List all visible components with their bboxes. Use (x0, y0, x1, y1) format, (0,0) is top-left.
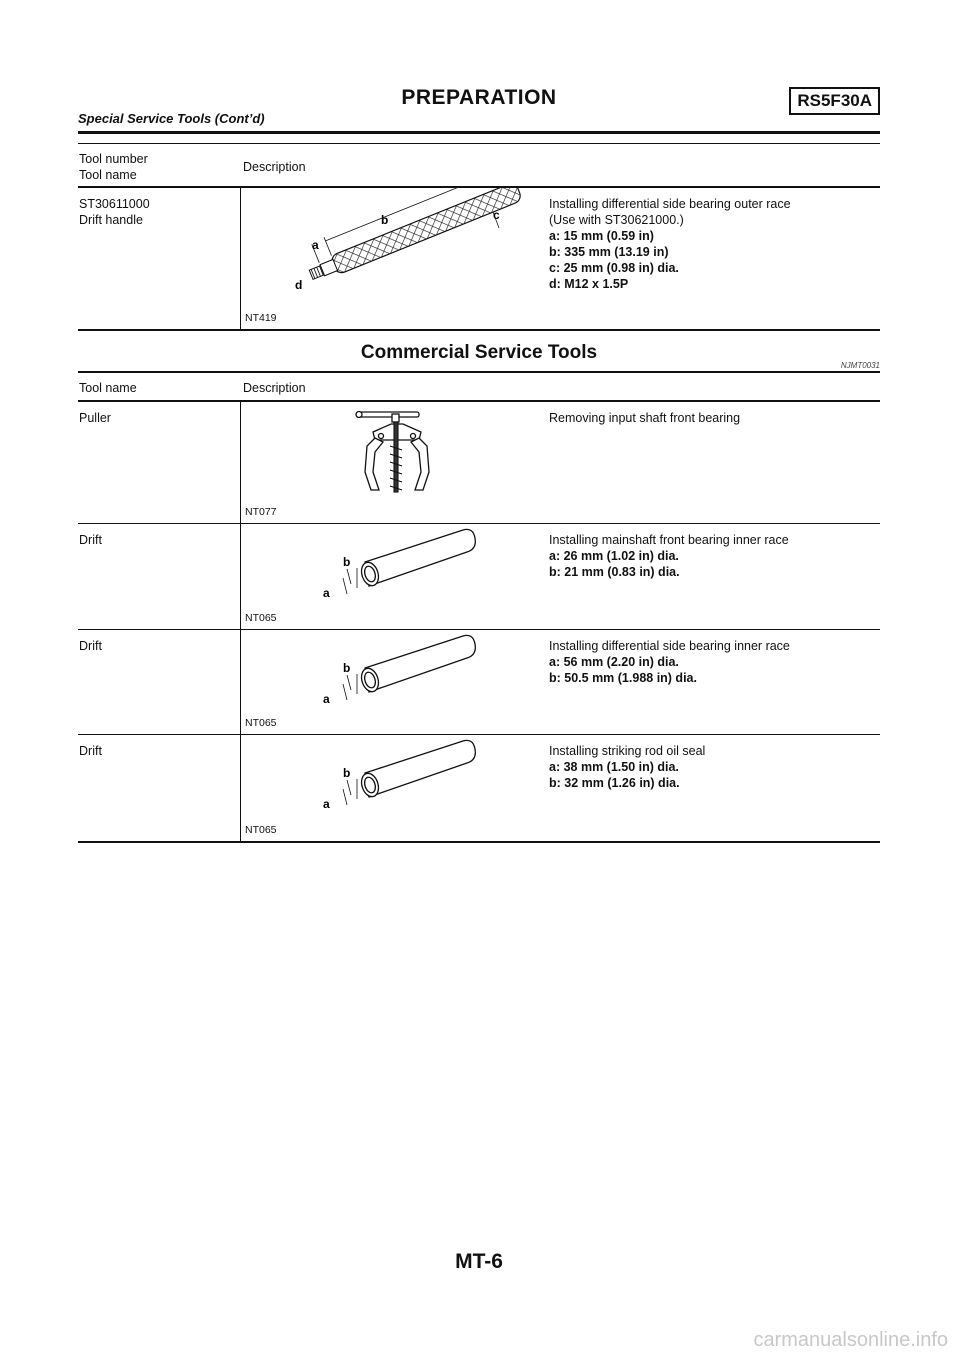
image-code: NT065 (245, 612, 277, 624)
description-cell (541, 735, 880, 841)
table-row (78, 188, 880, 329)
description-cell (541, 630, 880, 734)
cst-bottom-rule (78, 841, 880, 843)
dimension-label-a: a (312, 238, 319, 252)
description-line: Installing differential side bearing inner race (549, 639, 790, 653)
cst-col-tool-name: Tool name (79, 381, 137, 395)
description-cell (541, 188, 880, 329)
sst-table-header (78, 151, 880, 183)
cst-table (78, 630, 880, 734)
header-rule (78, 131, 880, 134)
page-title: PREPARATION (401, 86, 557, 109)
description-line: Installing differential side bearing outer race (549, 197, 791, 211)
dimension-label-a: a (323, 692, 330, 706)
spec-line: a: 26 mm (1.02 in) dia. (549, 549, 679, 563)
spec-line: a: 38 mm (1.50 in) dia. (549, 760, 679, 774)
spec-line: b: 21 mm (0.83 in) dia. (549, 565, 680, 579)
dimension-label-a: a (323, 797, 330, 811)
sst-col-tool-name: Tool name (79, 168, 137, 182)
cst-table-header (78, 380, 880, 396)
sst-col-tool-number: Tool number (79, 152, 148, 166)
dimension-label-d: d (295, 278, 303, 292)
dimension-label-b: b (381, 213, 389, 227)
tool-name: Drift handle (79, 213, 143, 227)
spec-line: c: 25 mm (0.98 in) dia. (549, 261, 679, 275)
image-code: NT065 (245, 824, 277, 836)
tool-illustration-cell (240, 402, 541, 523)
page-number: MT-6 (455, 1250, 503, 1273)
description-cell (541, 524, 880, 629)
drift-illustration (241, 735, 541, 841)
table-row (78, 630, 880, 734)
puller-illustration (241, 402, 541, 523)
image-code: NT065 (245, 717, 277, 729)
page-subtitle: Special Service Tools (Cont’d) (78, 111, 265, 126)
tool-name: Puller (79, 411, 111, 425)
tool-illustration-cell (240, 524, 541, 629)
cst-table (78, 524, 880, 629)
description-line: Removing input shaft front bearing (549, 411, 741, 425)
spec-line: d: M12 x 1.5P (549, 277, 629, 291)
image-code: NT419 (245, 312, 277, 324)
cst-table (78, 402, 880, 523)
tool-illustration-cell (240, 188, 541, 329)
description-line: Installing mainshaft front bearing inner race (549, 533, 789, 547)
tool-name: Drift (79, 533, 102, 547)
tool-illustration-cell (240, 735, 541, 841)
spec-line: b: 335 mm (13.19 in) (549, 245, 669, 259)
drift-illustration (241, 524, 541, 629)
description-line: Installing striking rod oil seal (549, 744, 706, 758)
table-row (78, 524, 880, 629)
dimension-label-c: c (493, 208, 500, 222)
drift-illustration (241, 630, 541, 734)
dimension-label-a: a (323, 586, 330, 600)
watermark: carmanualsonline.info (753, 1329, 948, 1351)
model-badge: RS5F30A (789, 87, 880, 115)
table-row (78, 402, 880, 523)
image-code: NT077 (245, 506, 277, 518)
sst-col-description: Description (243, 160, 306, 174)
dimension-label-b: b (343, 766, 351, 780)
tool-cell (78, 188, 240, 329)
dimension-label-b: b (343, 661, 351, 675)
description-cell (541, 402, 880, 523)
spec-line: b: 50.5 mm (1.988 in) dia. (549, 671, 697, 685)
section-rule (78, 371, 880, 373)
section-title: Commercial Service Tools (360, 342, 598, 363)
section-code: NJMT0031 (840, 361, 880, 370)
drift-handle-illustration (241, 188, 541, 329)
cst-table (78, 735, 880, 841)
tool-name: Drift (79, 639, 102, 653)
sst-table (78, 188, 880, 329)
tool-illustration-cell (240, 630, 541, 734)
tool-name: Drift (79, 744, 102, 758)
dimension-label-b: b (343, 555, 351, 569)
table-row (78, 735, 880, 841)
sst-table-top-rule (78, 143, 880, 144)
cst-col-description: Description (243, 381, 306, 395)
spec-line: a: 15 mm (0.59 in) (549, 229, 654, 243)
spec-line: b: 32 mm (1.26 in) dia. (549, 776, 680, 790)
tool-number: ST30611000 (79, 197, 150, 211)
page (78, 0, 880, 1358)
sst-col-tool (78, 151, 241, 183)
description-line: (Use with ST30621000.) (549, 213, 684, 227)
sst-bottom-rule (78, 329, 880, 331)
spec-line: a: 56 mm (2.20 in) dia. (549, 655, 679, 669)
